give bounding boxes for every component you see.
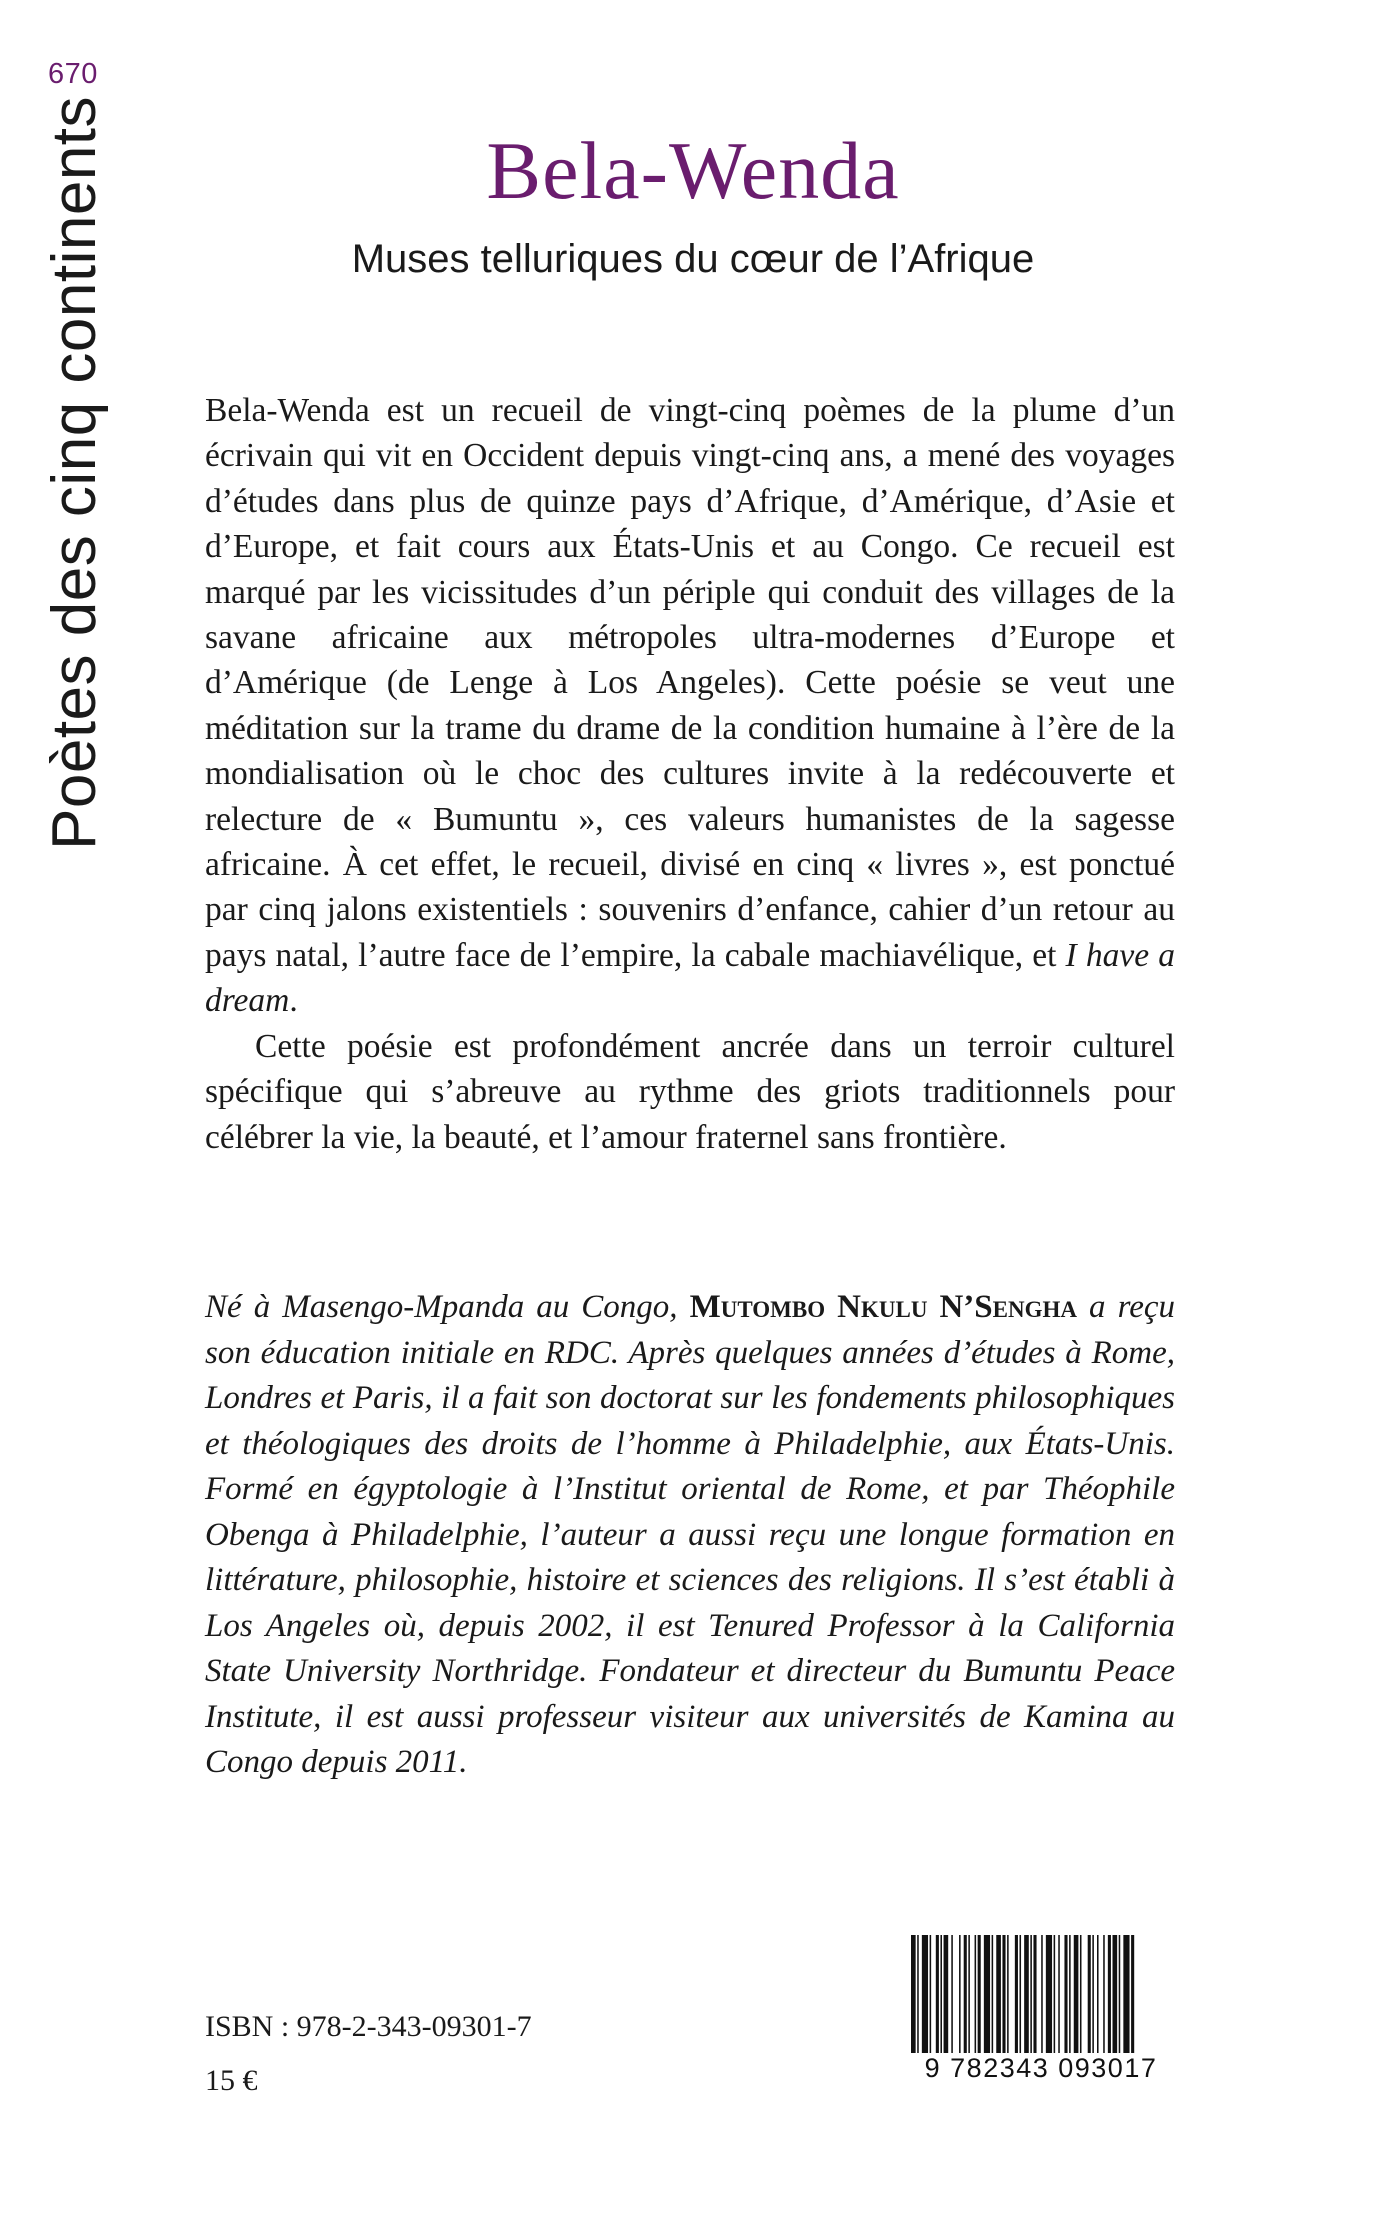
barcode-bar xyxy=(992,1935,994,2053)
author-biography xyxy=(205,1285,1175,1786)
barcode-bar xyxy=(984,1935,990,2053)
barcode-bar xyxy=(964,1935,967,2053)
barcode-bar xyxy=(944,1935,949,2053)
isbn: ISBN : 978-2-343-09301-7 xyxy=(205,2010,532,2043)
barcode-bar xyxy=(978,1935,981,2053)
barcode-bar xyxy=(917,1935,919,2053)
summary-paragraph-1-main: Bela-Wenda est un recueil de vingt-cinq poèmes de la plume d’un écrivain qui vit en Occident depuis vingt-cinq ans, a mené des voyages d’études dans plus de quinze pays d’Afrique, d’Amérique, d’Asie et d’Europe, et fait cours aux États-Unis et au Congo. Ce recueil est marqué par les vicissitudes d’un périple qui conduit des villages de la savane africaine aux métropoles ultra-modernes d’Europe et d’Amérique (de Lenge à Los Angeles). Cette poésie se veut une méditation sur la trame du drame de la condition humaine à l’ère de la mondialisation où le choc des cultures invite à la redécouverte et relecture de « Bumuntu », ces valeurs humanistes de la sagesse africaine. À cet effet, le recueil, divisé en cinq « livres », est ponctué par cinq jalons existentiels : souvenirs d’enfance, cahier d’un retour au pays natal, l’autre face de l’empire, la cabale machiavélique, et xyxy=(205,392,1175,974)
barcode-bar xyxy=(1092,1935,1094,2053)
series-name: Poètes des cinq continents xyxy=(40,95,109,850)
summary-paragraph-1 xyxy=(205,388,1175,1024)
barcode-digits: 9 782343 093017 xyxy=(924,2053,1158,2083)
author-name: Mutombo Nkulu N’Sengha xyxy=(689,1289,1077,1325)
barcode-bar xyxy=(1074,1935,1079,2053)
barcode xyxy=(905,1935,1177,2095)
barcode-bar xyxy=(911,1935,916,2053)
biography-rest: a reçu son éducation initiale en RDC. Après quelques années d’études à Rome, Londres et Paris, il a fait son doctorat sur les fondements philosophiques et théologiques des droits de l’homme à Philadelphie, aux États-Unis. Formé en égyptologie à l’Institut oriental de Rome, et par Théophile Obenga à Philadelphie, l’auteur a aussi reçu une longue formation en littérature, philosophie, histoire et sciences des religions. Il s’est établi à Los Angeles où, depuis 2002, il est Tenured Professor à la California State University Northridge. Fondateur et directeur du Bumuntu Peace Institute, il est aussi professeur visiteur aux universités de Kamina au Congo depuis 2011. xyxy=(205,1289,1175,1780)
barcode-bar xyxy=(996,1935,1001,2053)
barcode-bar xyxy=(1103,1935,1105,2053)
barcode-bar xyxy=(930,1935,932,2053)
barcode-bar xyxy=(940,1935,942,2053)
barcode-bar xyxy=(1097,1935,1099,2053)
summary-text xyxy=(205,388,1175,1160)
summary-paragraph-2: Cette poésie est profondément ancrée dans un terroir culturel spécifique qui s’abreuve au rythme des griots traditionnels pour célébrer la vie, la beauté, et l’amour fraternel sans frontière. xyxy=(205,1027,1175,1156)
book-subtitle: Muses telluriques du cœur de l’Afrique xyxy=(351,237,1035,281)
barcode-bar xyxy=(1088,1935,1091,2053)
barcode-bar xyxy=(1113,1935,1118,2053)
summary-paragraph-1-italic: I have a dream xyxy=(205,936,1175,1020)
biography-intro: Né à Masengo-Mpanda au Congo, xyxy=(205,1289,690,1325)
barcode-bar xyxy=(1024,1935,1029,2053)
barcode-bar xyxy=(1064,1935,1067,2053)
barcode-bar xyxy=(959,1935,961,2053)
barcode-bar xyxy=(1033,1935,1036,2053)
barcode-bar xyxy=(1046,1935,1052,2053)
barcode-bar xyxy=(922,1935,928,2053)
barcode-bar xyxy=(975,1935,977,2053)
barcode-bar xyxy=(1015,1935,1018,2053)
barcode-bar xyxy=(1030,1935,1032,2053)
summary-paragraph-1-end: . xyxy=(289,982,298,1020)
barcode-bar xyxy=(936,1935,939,2053)
barcode-bars xyxy=(905,1935,1177,2057)
barcode-bar xyxy=(1069,1935,1071,2053)
book-title: Bela-Wenda xyxy=(486,125,900,216)
barcode-bar xyxy=(1058,1935,1060,2053)
barcode-bar xyxy=(1020,1935,1022,2053)
barcode-bar xyxy=(1041,1935,1043,2053)
barcode-bar xyxy=(1007,1935,1009,2053)
barcode-bar xyxy=(1080,1935,1082,2053)
barcode-bar xyxy=(1108,1935,1111,2053)
biography-paragraph xyxy=(205,1285,1175,1786)
price: 15 € xyxy=(205,2064,258,2097)
barcode-bar xyxy=(968,1935,970,2053)
barcode-bar xyxy=(1131,1935,1134,2053)
barcode-bar xyxy=(951,1935,953,2053)
barcode-bar xyxy=(1002,1935,1005,2053)
barcode-bar xyxy=(1119,1935,1121,2053)
barcode-bar xyxy=(1123,1935,1129,2053)
series-number: 670 xyxy=(48,58,98,90)
barcode-bar xyxy=(1054,1935,1056,2053)
